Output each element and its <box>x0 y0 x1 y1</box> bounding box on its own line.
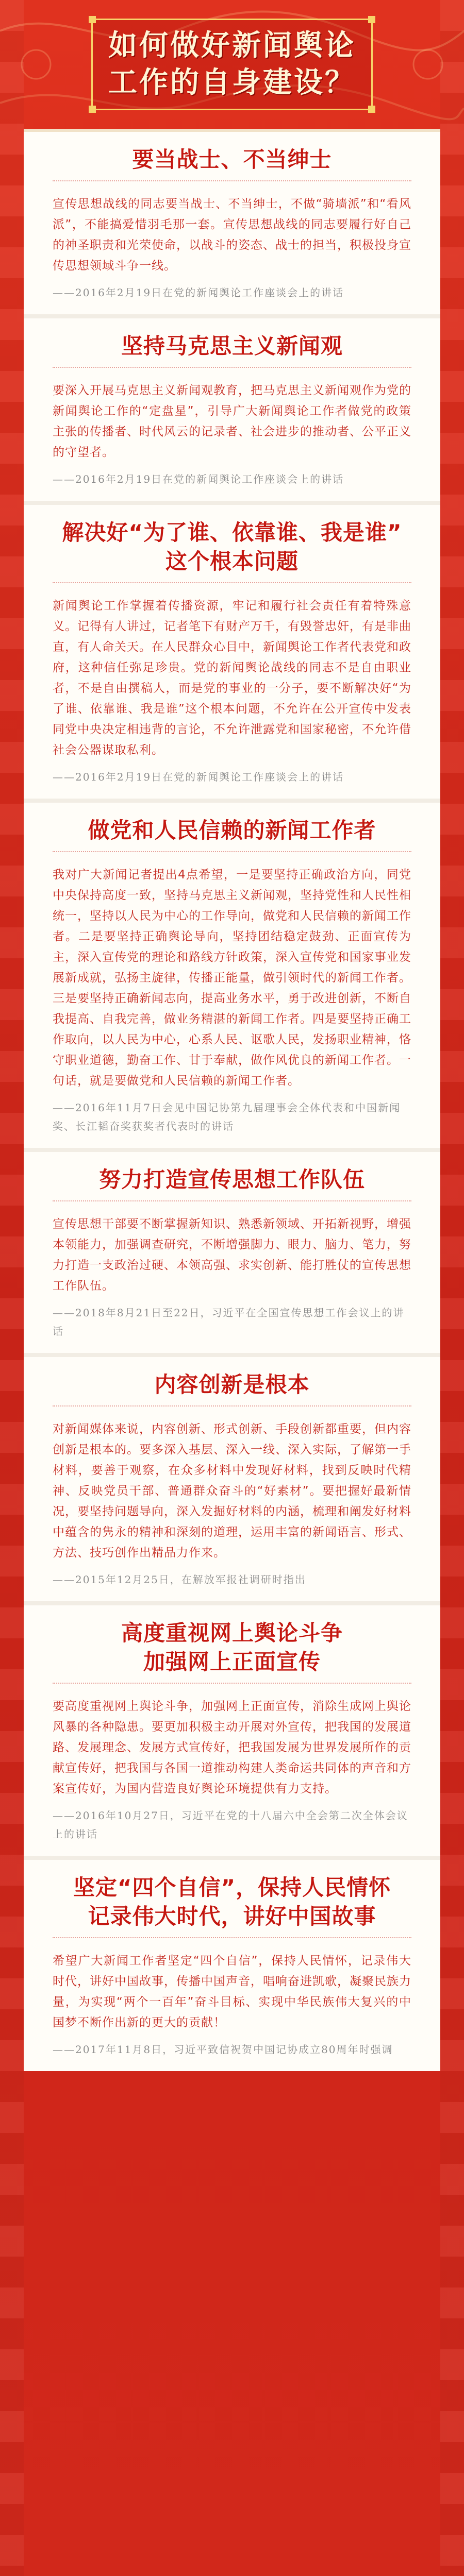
quote-section <box>24 1353 440 1601</box>
section-title-line-2: 记录伟大时代，讲好中国故事 <box>88 1904 376 1929</box>
section-body: 宣传思想干部要不断掌握新知识、熟悉新领域、开拓新视野，增强本领能力，加强调查研究，不断增强脚力、眼力、脑力、笔力，努力打造一支政治过硬、本领高强、求实创新、能打胜仗的宣传思想工作队伍。 <box>53 1217 411 1293</box>
section-source: ——2016年10月27日，习近平在党的十八届六中全会第二次全体会议上的讲话 <box>53 1809 408 1840</box>
quote-section <box>24 799 440 1148</box>
section-source: ——2016年2月19日在党的新闻舆论工作座谈会上的讲话 <box>53 286 344 299</box>
divider <box>53 1405 411 1411</box>
section-source: ——2018年8月21日至22日，习近平在全国宣传思想工作会议上的讲话 <box>53 1307 405 1337</box>
section-title: 坚定“四个自信”，保持人民情怀 <box>73 1875 391 1900</box>
quote-section <box>24 1601 440 1856</box>
header-banner <box>0 0 464 129</box>
section-body: 要深入开展马克思主义新闻观教育，把马克思主义新闻观作为党的新闻舆论工作的“定盘星”，引导广大新闻舆论工作者做党的政策主张的传播者、时代风云的记录者、社会进步的推动者、公平正义的守望者。 <box>53 384 411 459</box>
quote-section <box>24 129 440 314</box>
section-title: 坚持马克思主义新闻观 <box>121 333 343 359</box>
title-line-2: 工作的自身建设？ <box>108 66 356 99</box>
section-title: 努力打造宣传思想工作队伍 <box>98 1167 365 1192</box>
section-title: 要当战士、不当绅士 <box>132 147 332 172</box>
section-body: 要高度重视网上舆论斗争，加强网上正面宣传，消除生成网上舆论风暴的各种隐患。要更加积极主动开展对外宣传，把我国的发展道路、发展理念、发展方式宣传好，把我国发展为世界发展所作的贡献宣传好，把我国与各国一道推动构建人类命运共同体的声音和方案宣传好，为国内营造良好舆论环境提供有力支持。 <box>53 1700 411 1795</box>
quote-section <box>24 1148 440 1353</box>
section-source: ——2016年11月7日会见中国记协第九届理事会全体代表和中国新闻奖、长江韬奋奖获奖者代表时的讲话 <box>53 1101 401 1132</box>
divider <box>53 367 411 372</box>
title-line-1: 如何做好新闻舆论 <box>108 29 356 62</box>
section-body: 我对广大新闻记者提出4点希望，一是要坚持正确政治方向，同党中央保持高度一致，坚持马克思主义新闻观，坚持党性和人民性相统一，坚持以人民为中心的工作导向，做党和人民信赖的新闻工作者。二是要坚持正确舆论导向，坚持团结稳定鼓劲、正面宣传为主，深入宣传党的理论和路线方针政策，深入宣传党和国家事业发展新成就，弘扬主旋律，传播正能量，做引领时代的新闻工作者。三是要坚持正确新闻志向，提高业务水平，勇于改进创新，不断自我提高、自我完善，做业务精湛的新闻工作者。四是要坚持正确工作取向，以人民为中心，心系人民、讴歌人民，发扬职业精神，恪守职业道德，勤奋工作、甘于奉献，做作风优良的新闻工作者。一句话，就是要做党和人民信赖的新闻工作者。 <box>53 868 411 1088</box>
divider <box>53 851 411 856</box>
section-title-line-2: 加强网上正面宣传 <box>143 1649 321 1674</box>
section-source: ——2016年2月19日在党的新闻舆论工作座谈会上的讲话 <box>53 771 344 783</box>
section-source: ——2017年11月8日，习近平致信祝贺中国记协成立80周年时强调 <box>53 2043 393 2056</box>
section-title-line-2: 这个根本问题 <box>165 549 299 574</box>
section-body: 对新闻媒体来说，内容创新、形式创新、手段创新都重要，但内容创新是根本的。要多深入基层、深入一线、深入实际，了解第一手材料，要善于观察，在众多材料中发现好材料，找到反映时代精神、反映党员干部、普通群众奋斗的“好素材”。要把握好最新情况，要坚持问题导向，深入发掘好材料的内涵，梳理和阐发好材料中蕴含的隽永的精神和深刻的道理，运用丰富的新闻语言、形式、方法、技巧创作出精品力作来。 <box>53 1422 411 1560</box>
divider <box>53 180 411 185</box>
section-source: ——2015年12月25日，在解放军报社调研时指出 <box>53 1573 306 1586</box>
main-title <box>91 19 373 110</box>
section-body: 宣传思想战线的同志要当战士、不当绅士，不做“骑墙派”和“看风派”，不能搞爱惜羽毛那一套。宣传思想战线的同志要履行好自己的神圣职责和光荣使命，以战斗的姿态、战士的担当，积极投身宣传思想领域斗争一线。 <box>53 197 411 273</box>
quote-section <box>24 1856 440 2071</box>
section-title: 解决好“为了谁、依靠谁、我是谁” <box>62 520 402 545</box>
quote-section <box>24 314 440 501</box>
divider <box>53 582 411 587</box>
section-body: 希望广大新闻工作者坚定“四个自信”，保持人民情怀，记录伟大时代，讲好中国故事，传播中国声音，唱响奋进凯歌，凝聚民族力量，为实现“两个一百年”奋斗目标、实现中华民族伟大复兴的中国梦不断作出新的更大的贡献！ <box>53 1954 411 2029</box>
section-title: 高度重视网上舆论斗争 <box>121 1620 343 1646</box>
divider <box>53 1200 411 1206</box>
section-body: 新闻舆论工作掌握着传播资源，牢记和履行社会责任有着特殊意义。记得有人讲过，记者笔下有财产万千，有毁誉忠奸，有是非曲直，有人命关天。在人民群众心目中，新闻舆论工作者代表党和政府，这种信任弥足珍贵。党的新闻舆论战线的同志不是自由职业者，不是自由撰稿人，而是党的事业的一分子，要不断解决好“为了谁、依靠谁、我是谁”这个根本问题，不允许在公开宣传中发表同党中央决定相违背的言论，不允许泄露党和国家秘密，不允许借社会公器谋取私利。 <box>53 599 411 757</box>
section-title: 做党和人民信赖的新闻工作者 <box>88 818 376 843</box>
divider <box>53 1937 411 1942</box>
divider <box>53 1683 411 1688</box>
section-title: 内容创新是根本 <box>154 1372 310 1397</box>
section-source: ——2016年2月19日在党的新闻舆论工作座谈会上的讲话 <box>53 473 344 485</box>
quote-section <box>24 501 440 799</box>
